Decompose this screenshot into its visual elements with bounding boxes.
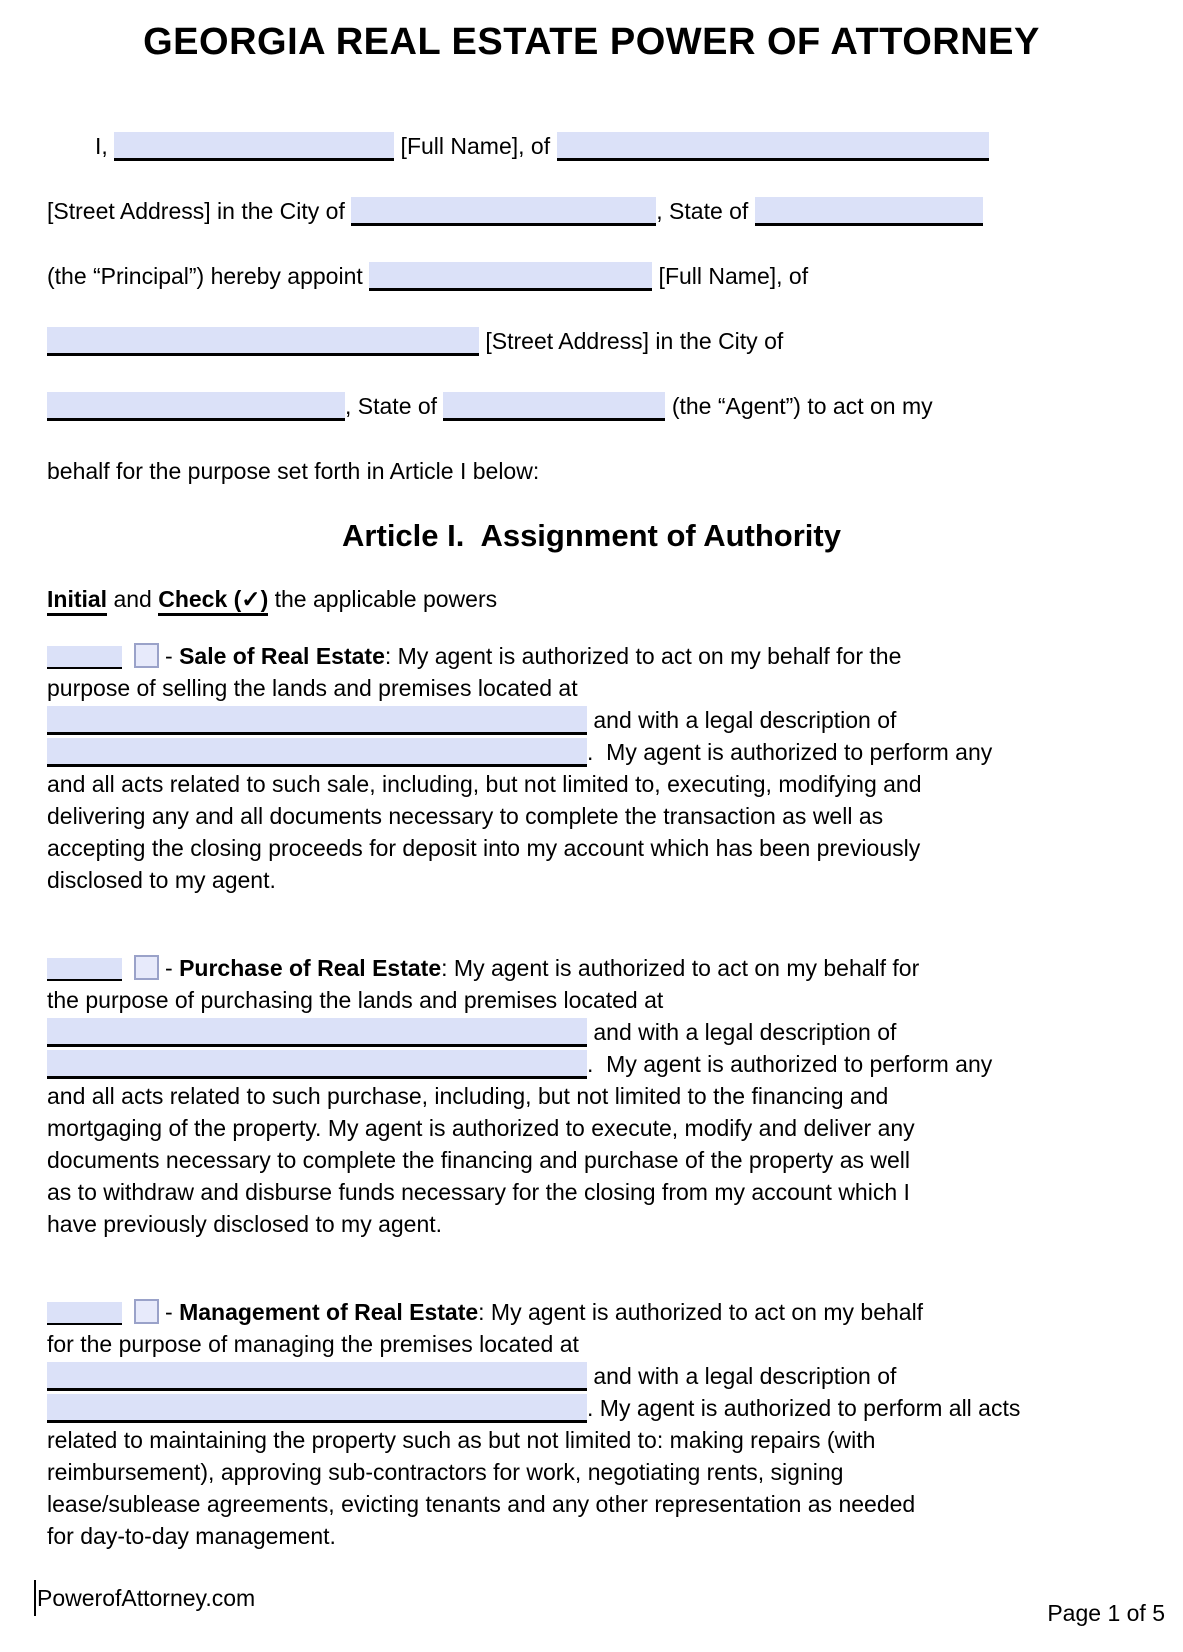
sale-checkbox[interactable] <box>134 643 159 668</box>
text-line <box>47 1296 1136 1328</box>
text-line <box>47 704 1136 736</box>
text-run: [Street Address] in the City of <box>479 328 784 354</box>
text-line <box>47 640 1136 672</box>
text-run: related to maintaining the property such as but not limited to: making repairs (with <box>47 1427 876 1453</box>
text-run: reimbursement), approving sub-contractors for work, negotiating rents, signing <box>47 1459 844 1485</box>
text-line <box>47 1080 1136 1112</box>
text-line <box>47 179 1136 244</box>
text-run: . My agent is authorized to perform all acts <box>587 1395 1021 1421</box>
text-line <box>47 800 1136 832</box>
text-run: I, <box>95 133 115 159</box>
text-line <box>47 832 1136 864</box>
text-run: and with a legal description of <box>587 1363 897 1389</box>
text-run: the purpose of purchasing the lands and premises located at <box>47 987 664 1013</box>
management-power-title: Management of Real Estate <box>179 1299 479 1325</box>
text-line <box>47 952 1136 984</box>
management-initials-field[interactable] <box>47 1302 122 1325</box>
text-line <box>47 1176 1136 1208</box>
purchase-property-address-field[interactable] <box>47 1018 587 1047</box>
text-run: have previously disclosed to my agent. <box>47 1211 443 1237</box>
text-run: - <box>165 1299 180 1325</box>
text-line <box>47 864 1136 896</box>
text-line <box>47 1392 1136 1424</box>
agent-full-name-field[interactable] <box>369 262 652 291</box>
sale-legal-description-field[interactable] <box>47 738 587 767</box>
text-run: - <box>165 955 180 981</box>
article-heading: Article I. Assignment of Authority <box>342 518 841 553</box>
text-run: , State of <box>656 198 755 224</box>
text-run: disclosed to my agent. <box>47 867 276 893</box>
purchase-legal-description-field[interactable] <box>47 1050 587 1079</box>
text-run: [Full Name], of <box>394 133 557 159</box>
purchase-initials-field[interactable] <box>47 958 122 981</box>
text-cursor <box>34 1580 36 1616</box>
text-line <box>47 768 1136 800</box>
text-run: . My agent is authorized to perform any <box>587 1051 993 1077</box>
footer-site-link: PowerofAttorney.com <box>37 1585 256 1611</box>
text-run: and with a legal description of <box>587 707 897 733</box>
text-run: and all acts related to such purchase, including, but not limited to the financing and <box>47 1083 889 1109</box>
purchase-checkbox[interactable] <box>134 955 159 980</box>
powers-list <box>0 640 1183 1552</box>
management-legal-description-field[interactable] <box>47 1394 587 1423</box>
text-line <box>47 672 1136 704</box>
power-paragraph-sale-of-real-estate <box>47 640 1136 896</box>
text-run: : My agent is authorized to act on my behalf for the <box>384 643 902 669</box>
agent-street-address-field[interactable] <box>47 327 479 356</box>
principal-city-field[interactable] <box>351 197 656 226</box>
initial-label: Initial <box>47 586 107 616</box>
text-line <box>47 1520 1136 1552</box>
text-line <box>47 1328 1136 1360</box>
text-run: and all acts related to such sale, including, but not limited to, executing, modifying and <box>47 771 922 797</box>
text-line <box>47 1488 1136 1520</box>
text-run: and with a legal description of <box>587 1019 897 1045</box>
principal-street-address-field[interactable] <box>557 132 989 161</box>
text-line <box>47 439 1136 504</box>
text-line <box>47 1208 1136 1240</box>
intro-paragraph <box>47 114 1136 504</box>
text-run: behalf for the purpose set forth in Article I below: <box>47 458 540 484</box>
text-run: - <box>165 643 180 669</box>
management-checkbox[interactable] <box>134 1299 159 1324</box>
text-line <box>47 374 1136 439</box>
instruction-line <box>47 584 1136 614</box>
text-run: as to withdraw and disburse funds necessary for the closing from my account which I <box>47 1179 910 1205</box>
text-run: the applicable powers <box>268 586 498 612</box>
text-line <box>47 736 1136 768</box>
text-run: purpose of selling the lands and premises located at <box>47 675 578 701</box>
text-run: delivering any and all documents necessary to complete the transaction as well as <box>47 803 884 829</box>
agent-state-field[interactable] <box>443 392 665 421</box>
text-line <box>47 584 1136 614</box>
page-number: Page 1 of 5 <box>1047 1600 1165 1626</box>
text-run: : My agent is authorized to act on my behalf for <box>441 955 920 981</box>
text-line <box>47 1112 1136 1144</box>
text-run: (the “Agent”) to act on my <box>665 393 933 419</box>
check-label: Check (✓) <box>158 586 268 616</box>
text-line <box>47 1360 1136 1392</box>
text-run: lease/sublease agreements, evicting tenants and any other representation as needed <box>47 1491 916 1517</box>
power-paragraph-purchase-of-real-estate <box>47 952 1136 1240</box>
text-run: mortgaging of the property. My agent is authorized to execute, modify and deliver any <box>47 1115 915 1141</box>
text-line <box>47 1456 1136 1488</box>
document-title: GEORGIA REAL ESTATE POWER OF ATTORNEY <box>143 21 1040 63</box>
sale-property-address-field[interactable] <box>47 706 587 735</box>
sale-initials-field[interactable] <box>47 646 122 669</box>
text-run: for day-to-day management. <box>47 1523 336 1549</box>
text-run: : My agent is authorized to act on my behalf <box>478 1299 924 1325</box>
principal-full-name-field[interactable] <box>114 132 394 161</box>
text-line <box>47 1144 1136 1176</box>
text-run: documents necessary to complete the financing and purchase of the property as well <box>47 1147 910 1173</box>
text-line <box>47 114 1136 179</box>
sale-power-title: Sale of Real Estate <box>179 643 385 669</box>
text-line <box>47 984 1136 1016</box>
text-run: [Full Name], of <box>652 263 809 289</box>
text-run: , State of <box>345 393 444 419</box>
text-line <box>47 309 1136 374</box>
principal-state-field[interactable] <box>755 197 983 226</box>
agent-city-field[interactable] <box>47 392 345 421</box>
text-line <box>47 1424 1136 1456</box>
text-line <box>47 244 1136 309</box>
text-run: (the “Principal”) hereby appoint <box>47 263 370 289</box>
power-paragraph-management-of-real-estate <box>47 1296 1136 1552</box>
text-run: and <box>107 586 159 612</box>
text-line <box>47 1048 1136 1080</box>
text-run: . My agent is authorized to perform any <box>587 739 993 765</box>
text-line <box>47 1016 1136 1048</box>
text-run: for the purpose of managing the premises located at <box>47 1331 579 1357</box>
text-run: accepting the closing proceeds for deposit into my account which has been previously <box>47 835 921 861</box>
management-property-address-field[interactable] <box>47 1362 587 1391</box>
purchase-power-title: Purchase of Real Estate <box>179 955 442 981</box>
text-run: [Street Address] in the City of <box>47 198 352 224</box>
